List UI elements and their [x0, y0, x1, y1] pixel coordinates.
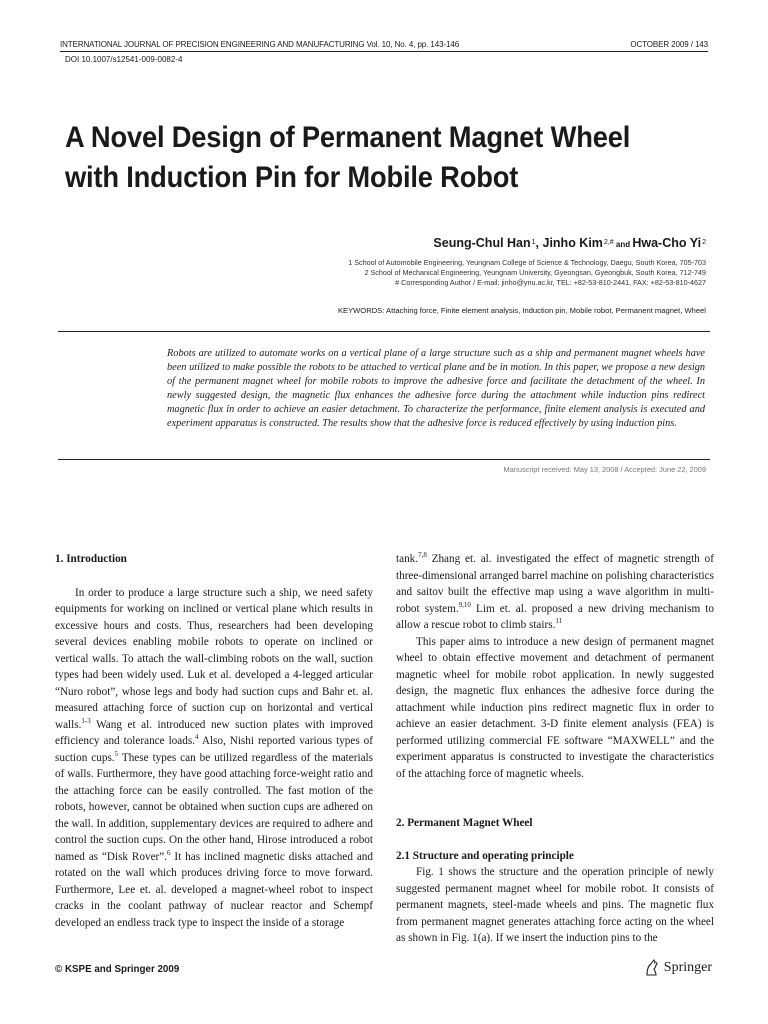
body-paragraph: tank.$^{7,8}$ Zhang et. al. investigated the effect of magnetic strength of three-dimensional arranged barrel machine on polishing characteristics and saitov built the effective map using a wave algorithm in multi-robot system.$^{9,10}$ Lim et. al. proposed a new driving mechanism to allow a rescue robot to climb stairs.$^{11}$ — [396, 551, 714, 631]
author-2: Jinho Kim — [542, 236, 603, 250]
keywords: KEYWORDS: Attaching force, Finite element analysis, Induction pin, Mobile robot, Permanent magnet, Wheel — [337, 306, 706, 315]
corresponding-author: # Corresponding Author / E-mail: jinho@ynu.ac.kr, TEL: +82-53-810-2441, FAX: +82-53-810-4627 — [395, 278, 706, 287]
right-column — [396, 551, 714, 947]
author-sep-1: , — [535, 236, 543, 250]
intro-paragraph: In order to produce a large structure such a ship, we need safety equipments for working on inclined or vertical plane which results in excessive hours and costs. Thus, researchers had been developing several devices enabling mobile robots to operate on inclined or vertical walls. To attach the wall-climbing robots on the wall, suction types had been widely used. Luk et al. developed a 4-legged articular “Nuro robot”, whose legs and body had suction cups and Bahr et. al. measured attaching force of suction cup on horizontal and vertical walls.$^{1-3}$ Wang et al. introduced new suction plates with improved efficiency and tolerance loads.$^4$ Also, Nishi reported various types of suction cups.$^5$ These types can be utilized regardless of the materials of walls. Furthermore, they have good attaching force-weight ratio and the attaching force can be easily controlled. The fast motion of the robots, however, cannot be obtained when suction cups are adhered on the wall. In addition, supplementary devices are required to adhere and control the suction cups. On the other hand, Hirose introduced a robot named as “Disk Rover”.$^6$ It has inclined magnetic disks attached and rotated on the wall which produces driving force to move forward. Furthermore, Lee et. al. developed a magnet-wheel robot to inspect cracks in the coolant pathway of nuclear reactor and Schempf developed an endless track type to inspect the inside of a storage — [55, 586, 373, 929]
citation-ref[interactable]: 5 — [114, 749, 119, 758]
affiliations — [348, 258, 706, 288]
title-line-2: with Induction Pin for Mobile Robot — [65, 161, 519, 194]
abstract: Robots are utilized to automate works on a vertical plane of a large structure such as a ship and permanent magnet wheels have been utilized to make possible the robots to be attached to vertical plane and be in motion. In this paper, we propose a new design of the permanent magnet wheel for mobile robots to improve the adhesive force and facilitate the detachment of the wheel. In newly suggested design, the magnetic flux enhances the adhesive force during the attachment while induction pins redirect magnetic flux in order to achieve an easier detachment. To characterize the performance, finite element analysis is executed and experiment apparatus is constructed. The results show that the adhesive force is reduced effectively by using induction pins. — [167, 348, 705, 430]
doi[interactable]: DOI 10.1007/s12541-009-0082-4 — [65, 55, 183, 64]
manuscript-dates: Manuscript received: May 13, 2008 / Accepted: June 22, 2009 — [503, 465, 706, 474]
citation-ref[interactable]: 11 — [555, 617, 563, 625]
author-2-affil: 2,# — [603, 239, 614, 246]
publisher-name: Springer — [663, 960, 712, 975]
citation-ref[interactable]: 6 — [167, 848, 171, 857]
author-1: Seung-Chul Han — [433, 236, 531, 250]
author-3: Hwa-Cho Yi — [632, 236, 702, 250]
title-line-1: A Novel Design of Permanent Magnet Wheel — [65, 121, 631, 154]
author-1-affil: 1 — [531, 239, 536, 246]
citation-ref[interactable]: 9,10 — [458, 600, 471, 609]
springer-horse-icon — [644, 959, 660, 977]
paper-title — [65, 118, 684, 198]
affiliation-1: 1 School of Automobile Engineering, Yeungnam College of Science & Technology, Daegu, South Korea, 705-703 — [348, 258, 706, 267]
author-list — [433, 236, 706, 250]
citation-ref[interactable]: 1-3 — [81, 716, 91, 725]
body-paragraph: This paper aims to introduce a new design of permanent magnet wheel to obtain effective movement and detachment of permanent magnetic wheel for mobile robot application. In newly suggested design, the magnetic flux enhances the adhesive force during the attachment while induction pins redirect magnetic flux in order to achieve an easier detachment. 3-D finite element analysis (FEA) is performed utilizing commercial FE software “MAXWELL” and the experiment apparatus is constructed to investigate the characteristics of the attaching force of magnetic wheels. — [396, 635, 714, 780]
section-heading-introduction: 1. Introduction — [55, 553, 127, 565]
body-paragraph: Fig. 1 shows the structure and the operation principle of newly suggested permanent magnet wheel for mobile robot. It consists of permanent magnets, steel-made wheels and pins. The magnetic flux from permanent magnet generates attaching force acting on the wheel as shown in Fig. 1(a). If we insert the induction pins to the — [396, 866, 714, 944]
affiliation-2: 2 School of Mechanical Engineering, Yeungnam University, Gyeongsan, Gyeongbuk, South Korea, 712-749 — [364, 268, 706, 277]
abstract-rule-top — [58, 331, 710, 332]
citation-ref[interactable]: 4 — [194, 733, 199, 741]
publisher-logo — [644, 959, 712, 977]
running-header — [60, 40, 708, 49]
abstract-rule-bottom — [58, 459, 710, 460]
citation-ref[interactable]: 7,8 — [418, 551, 427, 559]
subsection-heading-structure: 2.1 Structure and operating principle — [396, 849, 574, 862]
author-sep-2: and — [613, 240, 633, 249]
journal-name: INTERNATIONAL JOURNAL OF PRECISION ENGINEERING AND MANUFACTURING Vol. 10, No. 4, pp. 143-146 — [60, 40, 460, 49]
copyright: © KSPE and Springer 2009 — [55, 964, 180, 975]
left-column — [55, 551, 373, 931]
issue-date-page: OCTOBER 2009 / 143 — [630, 40, 708, 49]
header-rule — [60, 51, 708, 52]
author-3-affil: 2 — [702, 239, 706, 246]
section-heading-permanent-magnet-wheel: 2. Permanent Magnet Wheel — [396, 817, 533, 829]
